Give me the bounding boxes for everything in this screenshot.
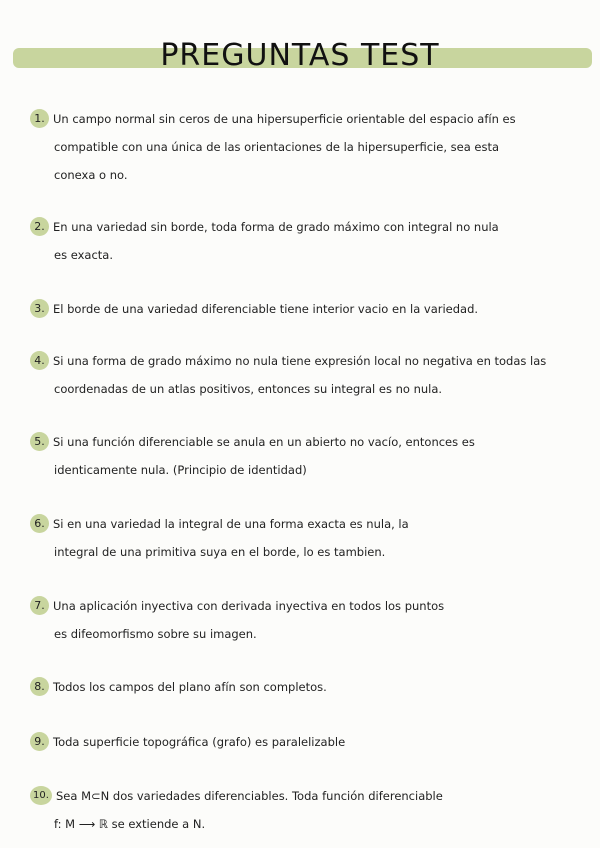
question-10 bbox=[30, 782, 575, 838]
question-text: Si una función diferenciable se anula en un abierto no vacío, entonces es bbox=[53, 435, 475, 449]
question-number: 3. bbox=[30, 299, 49, 318]
question-number: 2. bbox=[30, 217, 49, 236]
question-text: Si en una variedad la integral de una forma exacta es nula, la bbox=[53, 517, 409, 531]
question-8 bbox=[30, 673, 575, 701]
question-7 bbox=[30, 592, 575, 648]
question-text: identicamente nula. (Principio de identidad) bbox=[54, 463, 307, 477]
question-text: En una variedad sin borde, toda forma de grado máximo con integral no nula bbox=[53, 220, 499, 234]
question-text: integral de una primitiva suya en el borde, lo es tambien. bbox=[54, 545, 386, 559]
question-5 bbox=[30, 428, 575, 484]
question-4 bbox=[30, 347, 575, 403]
question-text: Sea M⊂N dos variedades diferenciables. Toda función diferenciable bbox=[56, 789, 443, 803]
question-text: conexa o no. bbox=[54, 168, 128, 182]
question-text: f: M ⟶ ℝ se extiende a N. bbox=[54, 817, 206, 831]
question-number: 6. bbox=[30, 514, 49, 533]
question-6 bbox=[30, 510, 575, 566]
question-text: es difeomorfismo sobre su imagen. bbox=[54, 627, 257, 641]
question-text: Si una forma de grado máximo no nula tiene expresión local no negativa en todas las bbox=[53, 354, 547, 368]
question-text: El borde de una variedad diferenciable tiene interior vacio en la variedad. bbox=[53, 302, 479, 316]
question-number: 9. bbox=[30, 732, 49, 751]
question-text: Un campo normal sin ceros de una hipersuperficie orientable del espacio afín es bbox=[53, 112, 516, 126]
question-1 bbox=[30, 105, 575, 189]
question-number: 1. bbox=[30, 109, 49, 128]
page-title: PREGUNTAS TEST bbox=[160, 38, 440, 73]
question-number: 10. bbox=[30, 786, 52, 805]
question-9 bbox=[30, 728, 575, 756]
question-number: 4. bbox=[30, 351, 49, 370]
question-text: Una aplicación inyectiva con derivada inyectiva en todos los puntos bbox=[53, 599, 445, 613]
question-text: coordenadas de un atlas positivos, entonces su integral es no nula. bbox=[54, 382, 443, 396]
question-text: Todos los campos del plano afín son completos. bbox=[53, 680, 327, 694]
question-3 bbox=[30, 295, 575, 323]
question-text: compatible con una única de las orientaciones de la hipersuperficie, sea esta bbox=[54, 140, 500, 154]
question-2 bbox=[30, 213, 575, 269]
question-number: 5. bbox=[30, 432, 49, 451]
question-text: es exacta. bbox=[54, 248, 113, 262]
question-number: 8. bbox=[30, 677, 49, 696]
question-number: 7. bbox=[30, 596, 49, 615]
question-text: Toda superficie topográfica (grafo) es paralelizable bbox=[53, 735, 346, 749]
